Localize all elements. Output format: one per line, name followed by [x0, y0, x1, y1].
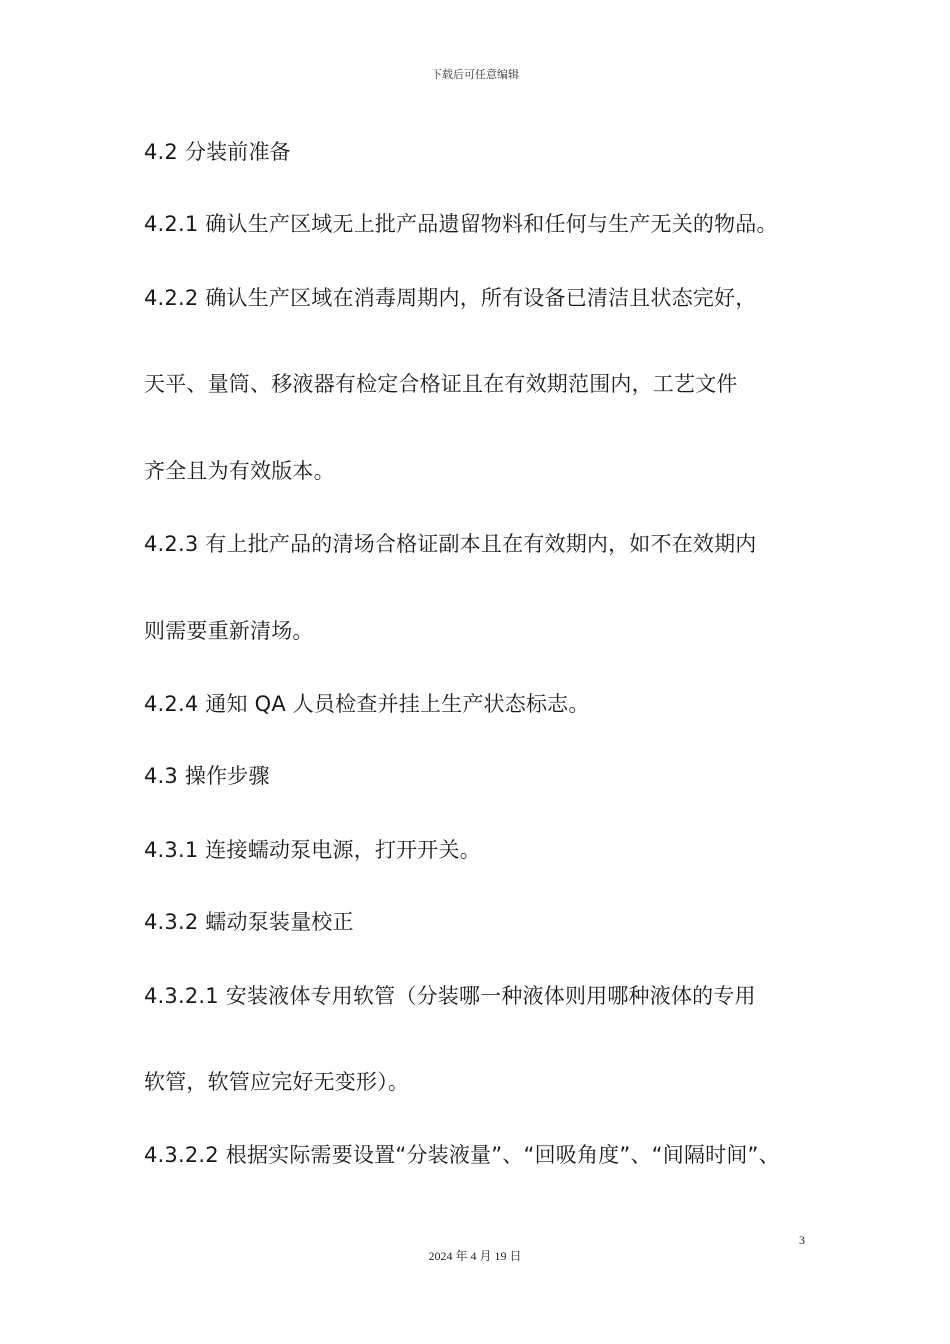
page-header-note: 下载后可任意编辑 [431, 68, 519, 81]
paragraph-4-2-2-line-2: 天平、量筒、移液器有检定合格证且在有效期范围内，工艺文件 [144, 372, 738, 396]
paragraph-4-3-2-2-line-1: 4.3.2.2 根据实际需要设置“分装液量”、“回吸角度”、“间隔时间”、 [144, 1143, 780, 1167]
paragraph-4-2-2-line-3: 齐全且为有效版本。 [144, 459, 335, 483]
footer-date: 2024 年 4 月 19 日 [428, 1249, 522, 1263]
section-heading-4-2: 4.2 分装前准备 [144, 140, 291, 164]
paragraph-4-3-1: 4.3.1 连接蠕动泵电源，打开开关。 [144, 838, 481, 862]
paragraph-4-2-3-line-2: 则需要重新清场。 [144, 619, 314, 643]
paragraph-4-2-2-line-1: 4.2.2 确认生产区域在消毒周期内，所有设备已清洁且状态完好， [144, 286, 757, 310]
page-number: 3 [799, 1233, 805, 1247]
paragraph-4-2-1: 4.2.1 确认生产区域无上批产品遗留物料和任何与生产无关的物品。 [144, 212, 778, 236]
paragraph-4-3-2-1-line-1: 4.3.2.1 安装液体专用软管（分装哪一种液体则用哪种液体的专用 [144, 984, 756, 1008]
paragraph-4-3-2-1-line-2: 软管，软管应完好无变形）。 [144, 1070, 410, 1094]
paragraph-4-2-3-line-1: 4.2.3 有上批产品的清场合格证副本且在有效期内，如不在效期内 [144, 532, 757, 556]
paragraph-4-2-4: 4.2.4 通知 QA 人员检查并挂上生产状态标志。 [144, 692, 590, 716]
paragraph-4-3-2: 4.3.2 蠕动泵装量校正 [144, 910, 354, 934]
section-heading-4-3: 4.3 操作步骤 [144, 764, 270, 788]
